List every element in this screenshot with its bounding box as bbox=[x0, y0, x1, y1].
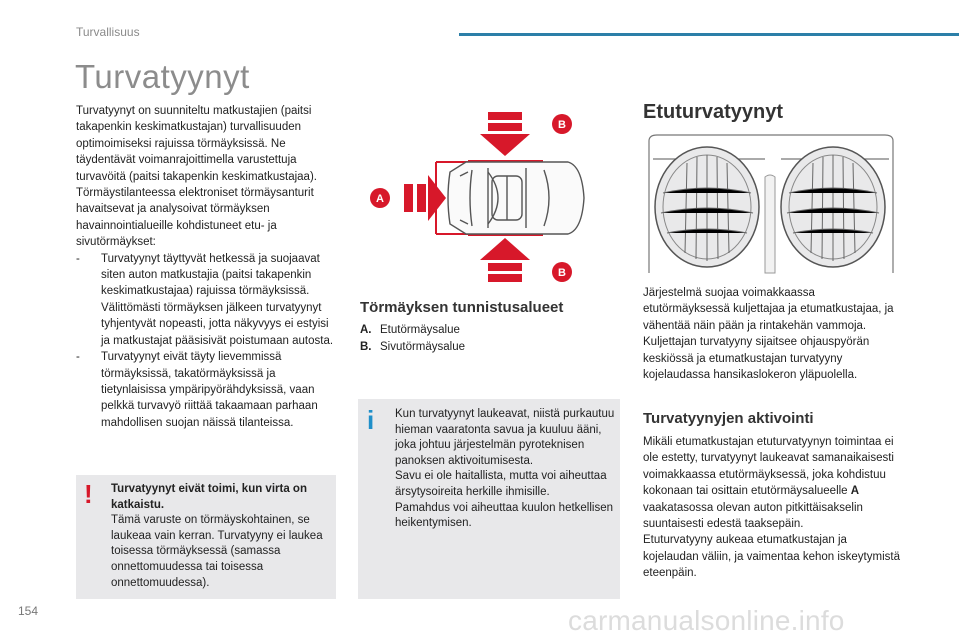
page-title: Turvatyynyt bbox=[75, 58, 250, 95]
warning-body-text: Tämä varuste on törmäyskohtainen, se laukeaa vain kerran. Turvatyyny ei laukea toisessa törmäyksessä (samassa onnettomuudessa tai toisessa onnettomuudessa). bbox=[111, 514, 323, 589]
warning-text bbox=[111, 482, 331, 591]
info-text-3: Pamahdus voi aiheuttaa kuulon hetkellisen heikentymisen. bbox=[395, 501, 614, 530]
zone-label: Etutörmäysalue bbox=[380, 324, 460, 336]
driver-airbag-icon bbox=[655, 147, 759, 267]
zone-a-ref: A bbox=[850, 485, 860, 498]
info-text bbox=[395, 407, 615, 532]
front-arrow bbox=[404, 175, 446, 221]
label-b-top-badge bbox=[552, 114, 572, 134]
warning-bold-text: Turvatyynyt eivät toimi, kun virta on katkaistu. bbox=[111, 483, 307, 511]
info-text-1: Kun turvatyynyt laukeavat, niistä purkautuu hieman vaaratonta savua ja kuuluu ääni, joka johtuu järjestelmän pyroteknisen panoksen aktivoitumisesta. bbox=[395, 408, 615, 467]
zone-item-a bbox=[360, 322, 465, 339]
watermark: carmanualsonline.info bbox=[568, 605, 845, 636]
front-airbags-illustration bbox=[645, 133, 897, 280]
side-arrow-bottom bbox=[480, 238, 530, 282]
info-box bbox=[358, 399, 620, 599]
label-b-bottom: B bbox=[558, 267, 566, 279]
warning-exclamation-icon: ! bbox=[84, 479, 93, 509]
zones-list bbox=[360, 322, 465, 355]
side-arrow-top bbox=[480, 112, 530, 156]
intro-paragraph-2: Törmäystilanteessa elektroniset törmäysanturit havaitsevat ja analysoivat törmäyksen havainnointialueille kohdistuneet etu- ja sivutörmäykset: bbox=[76, 187, 314, 249]
zone-key: B. bbox=[360, 340, 372, 353]
bullet-text: Turvatyynyt täyttyvät hetkessä ja suojaavat siten auton matkustajia (paitsi takapenkin keskimatkustajaa) rajuissa törmäyksissä. Välittömästi törmäyksen jälkeen turvatyynyt tyhjentyvät nopeasti, jotta näkyvyys ei estyisi ja matkustajat pääsisivät poistumaan autosta. bbox=[101, 252, 334, 347]
warning-box bbox=[76, 475, 336, 599]
passenger-airbag-icon bbox=[781, 147, 885, 267]
zone-key: A. bbox=[360, 324, 372, 336]
front-airbags-title: Etuturvatyynyt bbox=[643, 101, 784, 123]
bullet-text: Turvatyynyt eivät täyty lievemmissä törmäyksissä, takatörmäyksissä ja tietynlaisissa ympäripyörähdyksissä, vaan pelkkä turvavyö riittää takaamaan parhaan mahdollisen suojan näissä tilanteissa. bbox=[101, 351, 318, 429]
intro-column bbox=[76, 103, 338, 431]
intro-bullet-1 bbox=[76, 251, 338, 349]
intro-paragraph-1: Turvatyynyt on suunniteltu matkustajien (paitsi takapenkin keskimatkustajan) turvallisuuden optimoimiseksi rajuissa törmäyksissä. Ne täydentävät voimanrajoittimella varustettuja turvavöitä (paitsi takapenkin keskimatkustajaa). bbox=[76, 105, 317, 183]
header-rule bbox=[459, 33, 959, 36]
crash-zones-diagram bbox=[368, 110, 590, 285]
front-airbags-text: Järjestelmä suojaa voimakkaassa etutörmäyksessä kuljettajaa ja etumatkustajaa, ja vähentää näin pään ja rintakehän vammoja. Kuljettajan turvatyyny sijaitsee ohjauspyörän keskiössä ja etumatkustajan turvatyyny kojelaudassa hansikaslokeron yläpuolella. bbox=[643, 287, 894, 382]
zones-title: Törmäyksen tunnistusalueet bbox=[360, 299, 564, 316]
section-header: Turvallisuus bbox=[76, 25, 140, 39]
label-a-badge bbox=[370, 188, 390, 208]
info-icon: i bbox=[367, 405, 375, 435]
activation-title: Turvatyynyjen aktivointi bbox=[643, 410, 814, 427]
activation-text-end: vaakatasossa olevan auton pitkittäisakselin suuntaisesti edestä taaksepäin. bbox=[643, 501, 863, 531]
label-b-top: B bbox=[558, 119, 566, 131]
activation-text bbox=[643, 434, 905, 582]
intro-bullet-2 bbox=[76, 349, 338, 431]
zone-item-b bbox=[360, 339, 465, 356]
page-number: 154 bbox=[18, 604, 39, 618]
label-b-bottom-badge bbox=[552, 262, 572, 282]
bullet-dash: - bbox=[76, 252, 80, 265]
activation-text-2: Etuturvatyyny aukeaa etumatkustajan ja kojelaudan väliin, ja vaimentaa kehon iskeytymistä eteenpäin. bbox=[643, 534, 900, 580]
car-top-view bbox=[448, 162, 584, 234]
bullet-dash: - bbox=[76, 351, 80, 364]
label-a: A bbox=[376, 193, 384, 205]
info-text-2: Savu ei ole haitallista, mutta voi aiheuttaa ärsytysoireita herkille ihmisille. bbox=[395, 470, 607, 498]
activation-text-start: Mikäli etumatkustajan etuturvatyynyn toimintaa ei ole estetty, turvatyynyt laukeavat samanaikaisesti voimakkaassa etutörmäyksessä, joka kohdistuu kokonaan tai osittain etutörmäysalueelle bbox=[643, 436, 894, 498]
zone-label: Sivutörmäysalue bbox=[380, 340, 466, 353]
